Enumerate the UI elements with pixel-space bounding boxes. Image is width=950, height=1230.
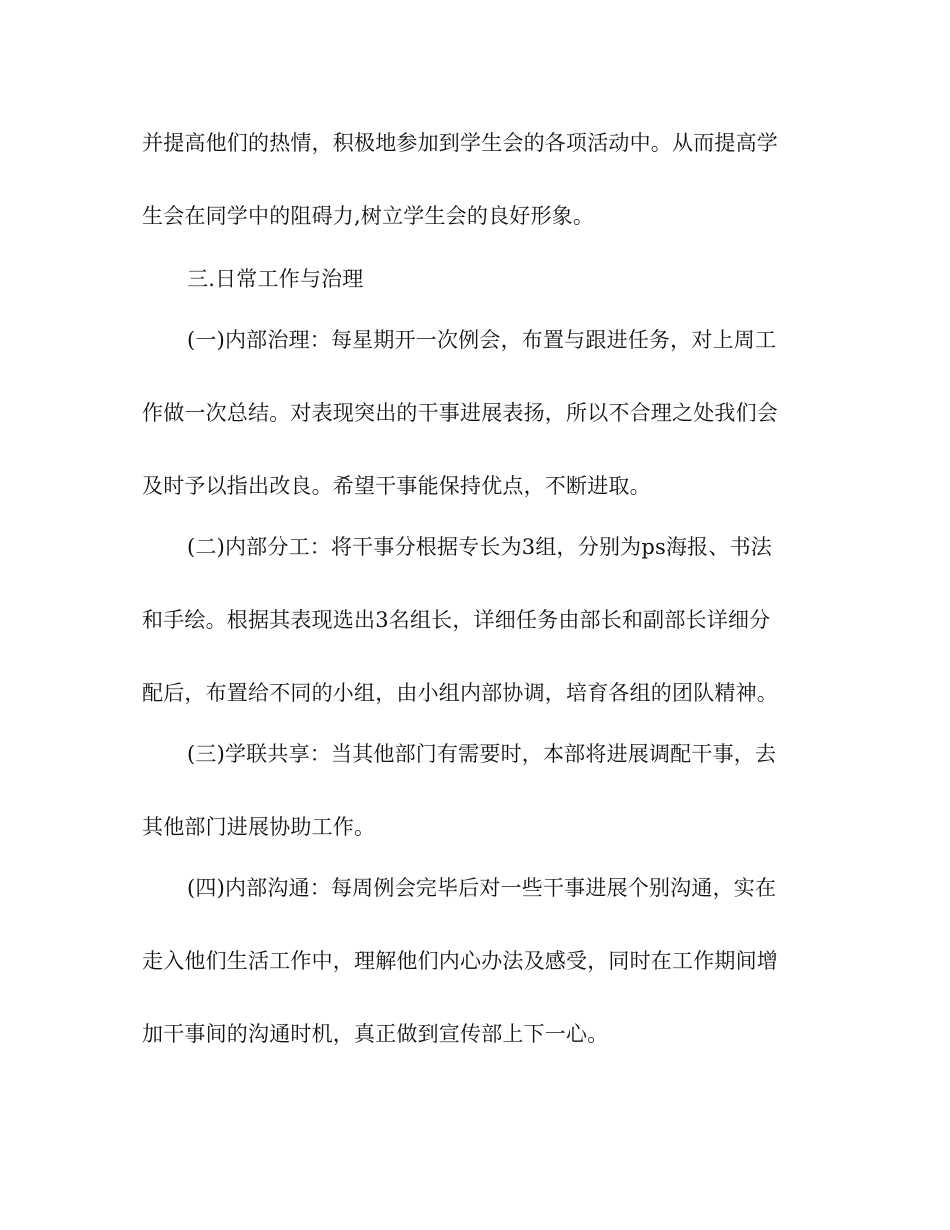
paragraph-line: 和手绘。根据其表现选出3名组长，详细任务由部长和副部长详细分 [142,608,771,632]
paragraph-line: (三)学联共享：当其他部门有需要时，本部将进展调配干事，去 [187,742,777,766]
paragraph-line: 及时予以指出改良。希望干事能保持优点，不断进取。 [142,474,651,498]
paragraph-line: 并提高他们的热情，积极地参加到学生会的各项活动中。从而提高学 [142,131,778,155]
paragraph-line: 走入他们生活工作中，理解他们内心办法及感受，同时在工作期间增 [142,949,778,973]
paragraph-line: 配后，布置给不同的小组，由小组内部协调，培育各组的团队精神。 [142,681,778,705]
paragraph-line: 作做一次总结。对表现突出的干事进展表扬，所以不合理之处我们会 [142,401,778,425]
paragraph-line: 生会在同学中的阻碍力,树立学生会的良好形象。 [142,204,595,228]
paragraph-line: 加干事间的沟通时机，真正做到宣传部上下一心。 [142,1022,609,1046]
paragraph-line: (一)内部治理：每星期开一次例会，布置与跟进任务，对上周工 [187,328,777,352]
section-heading: 三.日常工作与治理 [187,267,364,291]
paragraph-line: 其他部门进展协助工作。 [142,815,376,839]
paragraph-line: (四)内部沟通：每周例会完毕后对一些干事进展个别沟通，实在 [187,876,777,900]
paragraph-line: (二)内部分工：将干事分根据专长为3组，分别为ps海报、书法 [187,535,772,559]
